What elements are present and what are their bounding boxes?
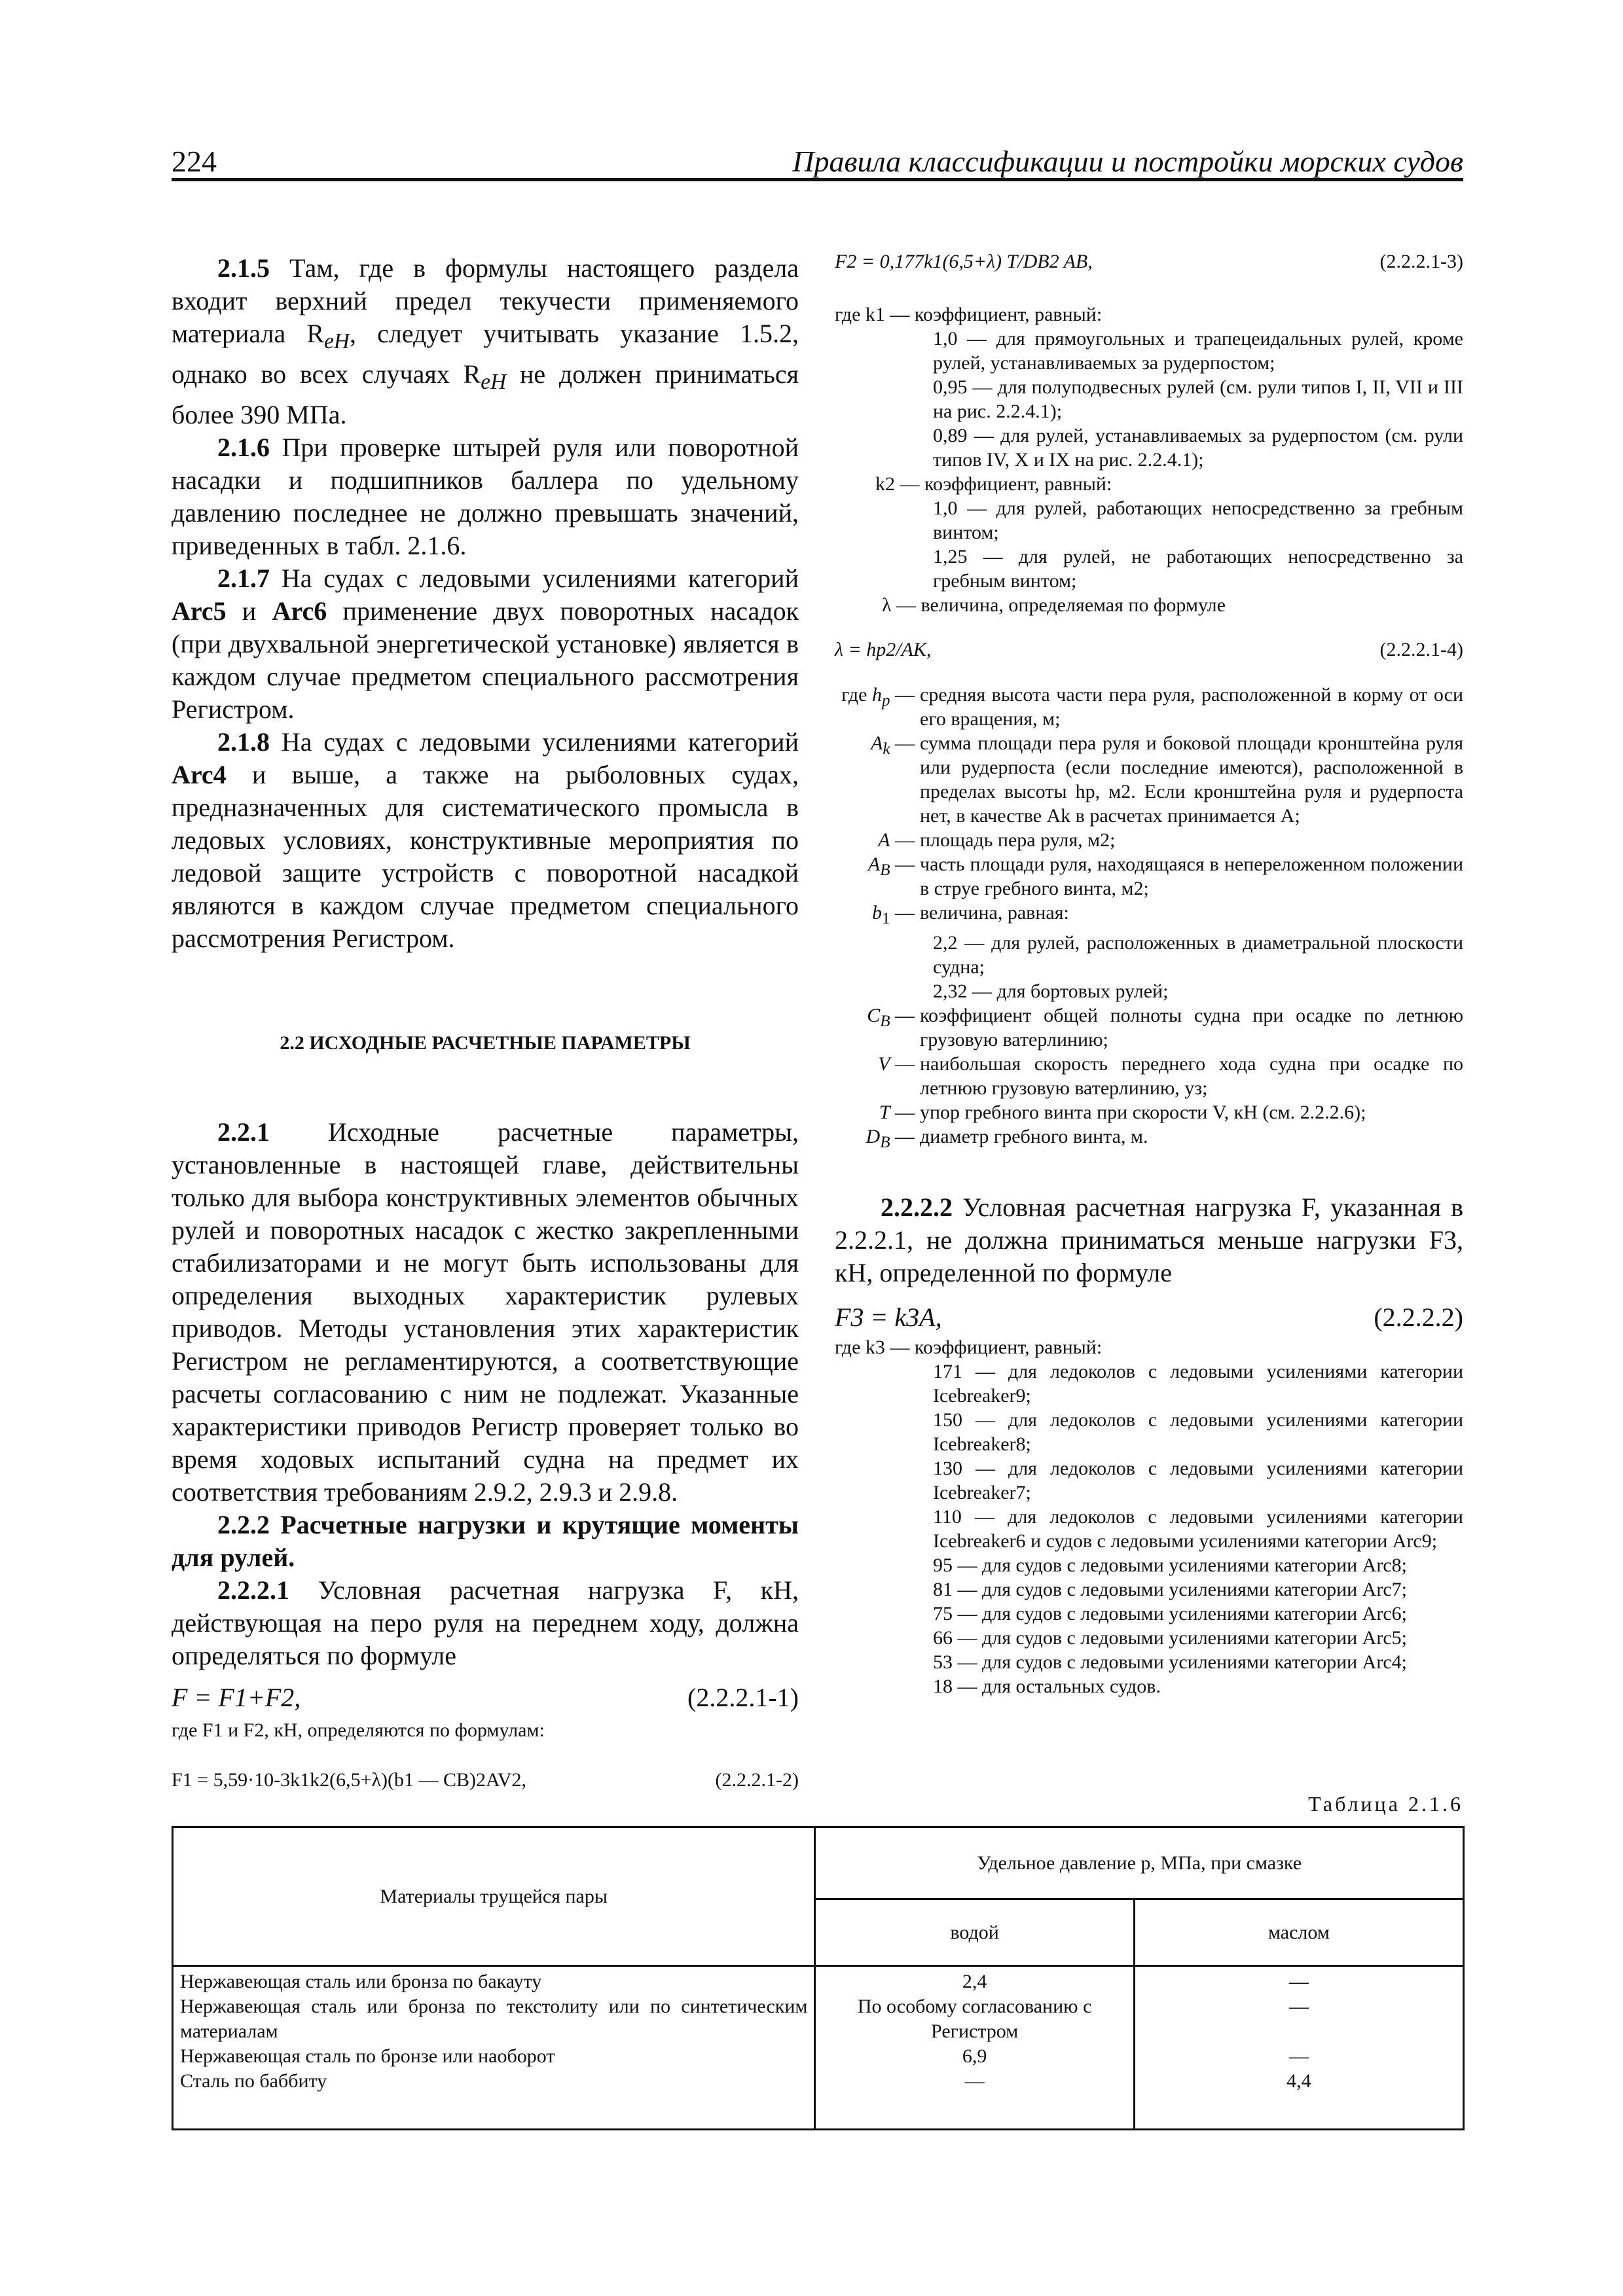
header-water: водой [815,1899,1134,1966]
page-number: 224 [172,145,217,178]
paragraph-2-2-2-1: 2.2.2.1 Условная расчетная нагрузка F, кН, действующая на перо руля на переднем ходу, должна определяться по формуле [172,1575,799,1670]
formula-2-2-2-2: F3 = k3A, (2.2.2.2) [835,1302,1463,1332]
variable-definitions: где $h_p$ — средняя высота части пера руля, расположенной в корму от оси его вращения, м; $A_k$ — сумма площади пера руля и боковой площади кронштейна руля или рудерпоста (если последние имеются), расположенной в пределах высоты hp, м2. Если кронштейна руля и рудерпоста нет, в качестве Ak в расчетах принимается A; A — площадь пера руля, м2; $A_B$ — часть площади руля, находящаяся в непереложенном положении в струе гребного винта, м2; $b_1$ — величина, равная: 2,2 — для рулей, расположенных в диаметральной плоскости судна; 2,32 — для бортовых рулей; $C_B$ — коэффициент общей полноты судна при осадке по летнюю грузовую ватерлинию; V — наибольшая скорость переднего хода судна при осадке по летнюю грузовую ватерлинию, уз; T — упор гребного винта при скорости V, кН (см. 2.2.2.6); $D_B$ — диаметр гребного винта, м. [841,684,1463,1151]
running-title: Правила классификации и постройки морских судов [792,145,1463,178]
paragraph-2-1-8: 2.1.8 На судах с ледовыми усилениями категорий Arc4 и выше, а также на рыболовных судах, предназначенных для систематического промысла в ледовых условиях, конструктивные мероприятия по ледовой защите устройств с поворотной насадкой являются в каждом случае предметом специального рассмотрения Регистром. [172,727,799,953]
table-2-1-6 [172,1826,1465,2130]
right-column [835,241,1463,1698]
k3-intro: где k3 — коэффициент, равный: [835,1336,1103,1358]
paragraph-2-2-1: 2.2.1 Исходные расчетные параметры, установленные в настоящей главе, действительны только для выбора конструктивных элементов обычных рулей и поворотных насадок с жестко закрепленными стабилизаторами и не могут быть использованы для определения выходных характеристик рулевых приводов. Методы установления этих характеристик Регистром не регламентируются, а соответствующие расчеты согласованию с ним не подлежат. Указанные характеристики приводов Регистр проверяет только во время ходовых испытаний судна на предмет их соответствия требованиям 2.9.2, 2.9.3 и 2.9.8. [172,1117,799,1507]
k3-values: 171 — для ледоколов с ледовыми усилениями категории Icebreaker9; 150 — для ледоколов с ледовыми усилениями категории Icebreaker8; 130 — для ледоколов с ледовыми усилениями категории Icebreaker7; 110 — для ледоколов с ледовыми усилениями категории Icebreaker6 и судов с ледовыми усилениями категории Arc9; 95 — для судов с ледовыми усилениями категории Arc8; 81 — для судов с ледовыми усилениями категории Arc7; 75 — для судов с ледовыми усилениями категории Arc6; 66 — для судов с ледовыми усилениями категории Arc5; 53 — для судов с ледовыми усилениями категории Arc4; 18 — для остальных судов. [933,1361,1463,1697]
paragraph-2-1-5: 2.1.5 Там, где в формулы настоящего раздела входит верхний предел текучести применяемого материала $R_{eH}$, следует учитывать указание 1.5.2, однако во всех случаях $R_{eH}$ не должен приниматься более 390 МПа. [172,253,799,429]
paragraph-2-2-2-2: 2.2.2.2 Условная расчетная нагрузка F, указанная в 2.2.2.1, не должна приниматься меньше нагрузки F3, кН, определенной по формуле [835,1193,1463,1287]
table-caption: Таблица 2.1.6 [1308,1792,1463,1816]
formula-2-2-2-1-2: F1 = 5,59·10-3k1k2(6,5+λ)(b1 — CB)2AV2, (2.2.2.1-2) [172,1769,799,1791]
header-materials: Материалы трущейся пары [173,1827,815,1966]
k1-definitions: где k1 — коэффициент, равный: 1,0 — для прямоугольных и трапецеидальных рулей, кроме рулей, устанавливаемых за рудерпостом; 0,95 — для полуподвесных рулей (см. рули типов I, II, VII и III на рис. 2.2.4.1); 0,89 — для рулей, устанавливаемых за рудерпостом (см. рули типов IV, X и IX на рис. 2.2.4.1); k2 — коэффициент, равный: 1,0 — для рулей, работающих непосредственно за гребным винтом; 1,25 — для рулей, не работающих непосредственно за гребным винтом; λ — величина, определяемая по формуле [835,304,1463,616]
table-row: Нержавеющая сталь или бронза по бакауту Нержавеющая сталь или бронза по текстолиту или по синтетическим материалам Нержавеющая сталь по бронзе или наоборот Сталь по баббиту 2,4 По особому согласованию с Регистром 6,9 — — — — 4,4 [173,1966,1464,2130]
header-pressure: Удельное давление p, МПа, при смазке [815,1827,1464,1899]
header-rule [172,178,1463,181]
formula-2-2-2-1-4: λ = hp2/AK, (2.2.2.1-4) [835,639,1463,660]
header-oil: маслом [1134,1899,1463,1966]
formula-2-2-2-1-1: F = F1+F2, (2.2.2.1-1) [172,1683,799,1712]
formula-2-2-2-1-3: F2 = 0,177k1(6,5+λ) T/DB2 AB, (2.2.2.1-3) [835,251,1463,272]
section-title: 2.2 ИСХОДНЫЕ РАСЧЕТНЫЕ ПАРАМЕТРЫ [280,1032,691,1054]
left-column [172,252,799,1795]
formula-where: где F1 и F2, кН, определяются по формулам: [172,1719,545,1741]
paragraph-2-2-2: 2.2.2 Расчетные нагрузки и крутящие моменты для рулей. [172,1510,799,1572]
paragraph-2-1-7: 2.1.7 На судах с ледовыми усилениями категорий Arc5 и Arc6 применение двух поворотных насадок (при двухвальной энергетической установке) является в каждом случае предметом специального рассмотрения Регистром. [172,564,799,724]
paragraph-2-1-6: 2.1.6 При проверке штырей руля или поворотной насадки и подшипников баллера по удельному давлению последнее не должно превышать значений, приведенных в табл. 2.1.6. [172,433,799,560]
